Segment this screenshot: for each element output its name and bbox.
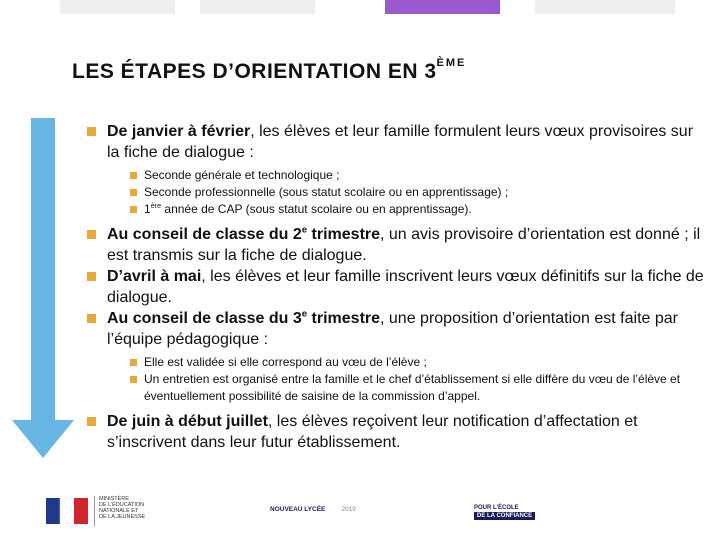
topbar-purple	[385, 0, 500, 14]
bullet-icon	[87, 314, 96, 323]
bullet-icon	[87, 272, 96, 281]
step-2	[87, 224, 707, 266]
step-4-details	[87, 354, 707, 405]
page-title	[72, 57, 467, 84]
sub-bullet-icon	[130, 189, 137, 196]
sub-bullet-icon	[130, 376, 137, 383]
sub-bullet-icon	[130, 206, 137, 213]
step-1-period: De janvier à février	[107, 123, 251, 140]
step-1-option-2-text: Seconde professionnelle (sous statut scolaire ou en apprentissage) ;	[144, 185, 509, 199]
step-1-option-3-text: 1	[144, 202, 151, 216]
step-4-detail-1	[87, 354, 707, 371]
nouveau-lycee-logo: NOUVEAU LYCÉE 2019	[270, 506, 356, 513]
steps-list	[87, 121, 707, 453]
step-1-option-3-sup: ère	[150, 201, 162, 210]
step-3-period: D’avril à mai	[107, 268, 202, 285]
step-1	[87, 121, 707, 163]
step-1-text: , les élèves et leur famille formulent leurs vœux provisoires sur la fiche de dialogue :	[107, 123, 694, 161]
step-1-option-2	[87, 184, 707, 201]
step-2-text: , un avis provisoire d’orientation est donné ; il est transmis sur la fiche de dialogue.	[107, 226, 701, 264]
step-1-options	[87, 167, 707, 218]
step-5	[87, 411, 707, 453]
bullet-icon	[87, 230, 96, 239]
timeline-arrow-icon	[12, 118, 74, 458]
step-1-option-1-text: Seconde générale et technologique ;	[144, 168, 340, 182]
page-title-sup: ÈME	[436, 57, 467, 69]
sub-bullet-icon	[130, 172, 137, 179]
step-1-option-3-post: année de CAP (sous statut scolaire ou en apprentissage).	[161, 202, 472, 216]
step-4-detail-1-text: Elle est validée si elle correspond au vœu de l’élève ;	[144, 355, 427, 369]
page-title-text: LES ÉTAPES D’ORIENTATION EN 3	[72, 60, 437, 83]
topbar-gray-2	[200, 0, 315, 14]
topbar-gray-1	[60, 0, 175, 14]
step-5-period: De juin à début juillet	[107, 413, 268, 430]
step-4-period: Au conseil de classe du 3e trimestre	[107, 308, 381, 327]
step-4-detail-2-text: Un entretien est organisé entre la famille et le chef d’établissement si elle diffère du vœu de l’élève et éventuellement possibilité de saisine de la commission d’appel.	[144, 372, 681, 403]
ecole-confiance-logo: POUR L’ÉCOLE DE LA CONFIANCE	[474, 504, 535, 520]
step-4-text: , une proposition d’orientation est faite par l’équipe pédagogique :	[107, 310, 678, 348]
step-3	[87, 266, 707, 308]
ministere-logo-text: MINISTÈRE DE L’ÉDUCATION NATIONALE ET DE LA JEUNESSE	[99, 496, 146, 520]
step-5-text: , les élèves reçoivent leur notification d’affectation et s’inscrivent dans leur futur établissement.	[107, 413, 638, 451]
bullet-icon	[87, 127, 96, 136]
step-2-period: Au conseil de classe du 2e trimestre	[107, 224, 381, 243]
sub-bullet-icon	[130, 359, 137, 366]
step-4-detail-2	[87, 371, 707, 405]
topbar-gray-3	[535, 0, 675, 14]
footer	[0, 490, 720, 540]
step-3-text: , les élèves et leur famille inscrivent leurs vœux définitifs sur la fiche de dialogue.	[107, 268, 704, 306]
step-4	[87, 308, 707, 350]
marianne-flag-logo-icon	[46, 498, 88, 524]
footer-divider	[94, 496, 95, 526]
step-1-option-1	[87, 167, 707, 184]
step-1-option-3	[87, 201, 707, 218]
bullet-icon	[87, 417, 96, 426]
